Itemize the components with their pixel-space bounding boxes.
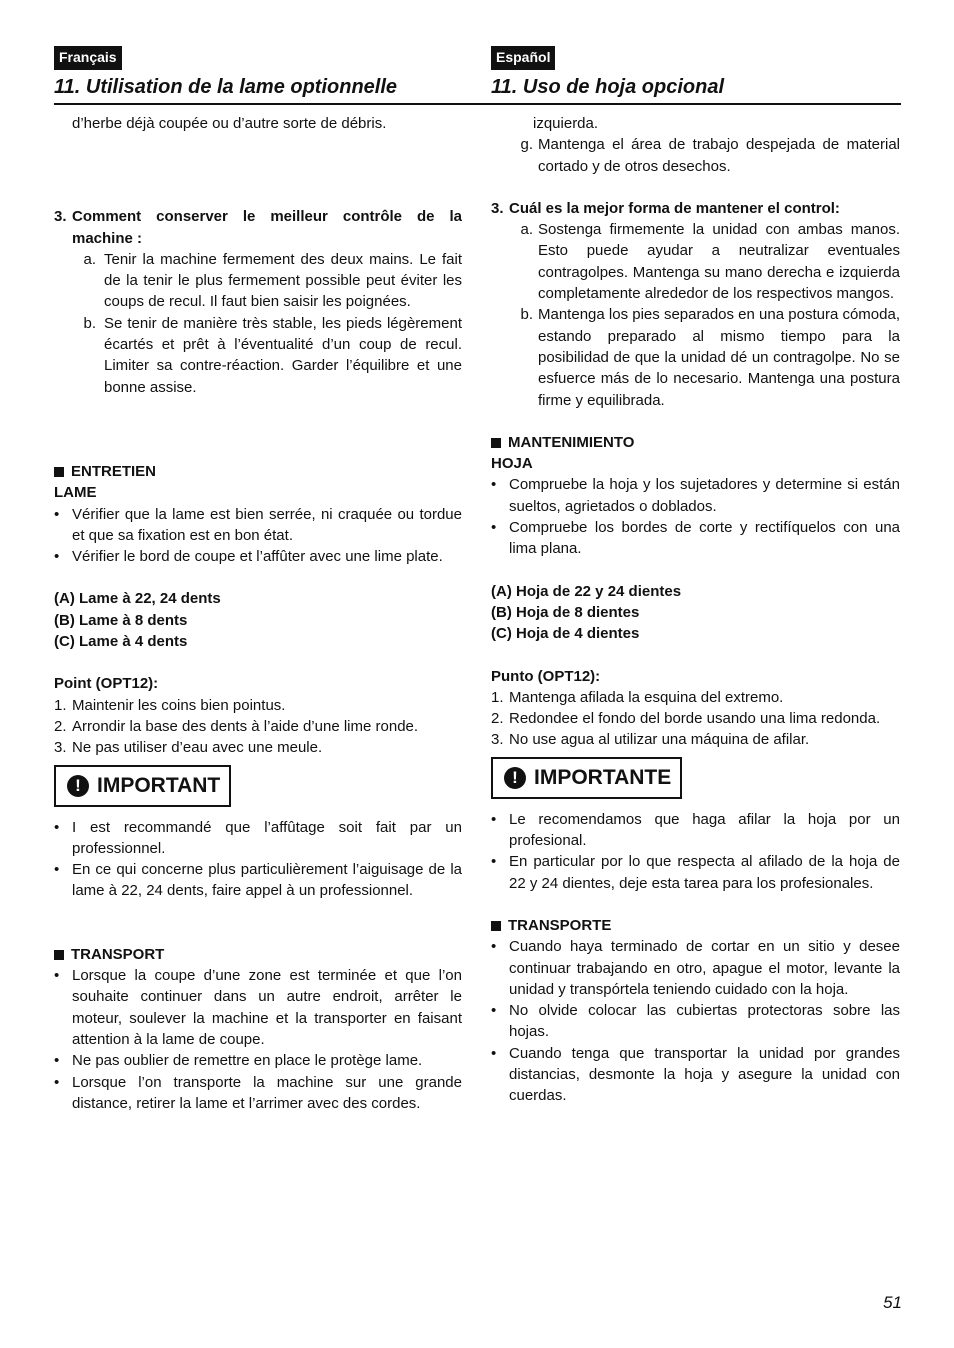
list-item: • Vérifier le bord de coupe et l’affûter avec une lime plate.	[54, 548, 443, 566]
blade-type-c: (C) Hoja de 4 dientes	[491, 625, 640, 643]
list-item: 1. Mantenga afilada la esquina del extremo.	[491, 688, 784, 706]
warning-icon: !	[504, 767, 526, 789]
list-item: • En ce qui concerne plus particulièrement l’aiguisage de la lame à 22, 24 dents, faire appel à un professionnel.	[54, 861, 462, 900]
item-3-heading: 3. Comment conserver le meilleur contrôle de la machine :	[54, 208, 462, 247]
section-title-spanish: 11. Uso de hoja opcional	[491, 76, 725, 98]
language-badge-french: Français	[54, 46, 122, 70]
list-item: • En particular por lo que respecta al afilado de la hoja de 22 y 24 dientes, deje esta tarea para los profesionales.	[491, 853, 900, 892]
blade-type-c: (C) Lame à 4 dents	[54, 633, 188, 651]
list-item: • No olvide colocar las cubiertas protectoras sobre las hojas.	[491, 1002, 900, 1041]
list-item: 3. Ne pas utiliser d’eau avec une meule.	[54, 739, 323, 757]
point-heading: Point (OPT12):	[54, 675, 159, 693]
list-item: • Le recomendamos que haga afilar la hoja por un profesional.	[491, 810, 900, 850]
important-box: ! IMPORTANT	[54, 765, 231, 807]
maintenance-heading: MANTENIMIENTO	[491, 432, 900, 453]
transport-heading: TRANSPORTE	[491, 915, 900, 936]
item-g: g. Mantenga el área de trabajo despejada de material cortado y de otros desechos.	[520, 136, 900, 175]
transport-heading: TRANSPORT	[54, 944, 462, 965]
blade-type-a: (A) Hoja de 22 y 24 dientes	[491, 582, 682, 600]
spanish-body	[491, 113, 900, 1107]
list-item: 2. Redondee el fondo del borde usando una lima redonda.	[491, 710, 881, 728]
french-body	[54, 113, 462, 1114]
item-3-heading: 3. Cuál es la mejor forma de mantener el control:	[491, 199, 840, 217]
square-bullet-icon	[54, 467, 64, 477]
list-item: • Ne pas oublier de remettre en place le protège lame.	[54, 1052, 423, 1070]
language-badge-spanish: Español	[491, 46, 555, 70]
blade-type-b: (B) Lame à 8 dents	[54, 611, 188, 629]
list-item: 3. No use agua al utilizar una máquina de afilar.	[491, 731, 810, 749]
list-item: • Cuando tenga que transportar la unidad por grandes distancias, desmonte la hoja y asegure la unidad con cuerdas.	[491, 1044, 900, 1105]
list-item: 1. Maintenir les coins bien pointus.	[54, 696, 286, 714]
left-column-header	[54, 46, 462, 99]
blade-heading: HOJA	[491, 455, 533, 473]
list-item: • Compruebe los bordes de corte y rectifíquelos con una lima plana.	[491, 519, 900, 558]
maintenance-heading: ENTRETIEN	[54, 461, 462, 482]
page-number: 51	[883, 1293, 902, 1312]
list-item: • Vérifier que la lame est bien serrée, ni craquée ou tordue et que sa fixation est en bon état.	[54, 505, 462, 544]
point-heading: Punto (OPT12):	[491, 667, 601, 685]
warning-icon: !	[67, 775, 89, 797]
list-item: 2. Arrondir la base des dents à l’aide d’une lime ronde.	[54, 717, 419, 735]
list-item: • Lorsque l’on transporte la machine sur une grande distance, retirer la lame et l’arrimer avec des cordes.	[54, 1073, 462, 1112]
list-item: • Compruebe la hoja y los sujetadores y determine si están sueltos, agrietados o doblados.	[491, 476, 900, 515]
continued-text: izquierda.	[533, 115, 599, 132]
right-column-header	[491, 46, 900, 99]
list-item: • Cuando haya terminado de cortar en un sitio y desee continuar trabajando en otro, apague el motor, levante la unidad y transpórtela teniendo cuidado con la hoja.	[491, 938, 900, 998]
list-item: • Lorsque la coupe d’une zone est terminée et que l’on souhaite continuer dans un autre endroit, arrêter le moteur, soulever la machine et la transporter en faisant attention à la lame de coupe.	[54, 967, 462, 1048]
blade-type-b: (B) Hoja de 8 dientes	[491, 603, 640, 621]
item-3b: b. Mantenga los pies separados en una postura cómoda, estando preparado al mismo tiempo para la posibilidad de que la unidad dé un contragolpe. No se esfuerce más de lo necesario. Mantenga una postura firme y equilibrada.	[520, 306, 900, 409]
item-3b: b. Se tenir de manière très stable, les pieds légèrement écartés et prêt à l’éventualité d’un coup de recul. Limiter sa contre-réaction. Garder l’équilibre et une bonne assise.	[83, 314, 462, 396]
item-3a: a. Tenir la machine fermement des deux mains. Le fait de la tenir le plus fermement possible peut éviter les coups de recul. Il faut bien saisir les poignées.	[83, 250, 462, 311]
square-bullet-icon	[491, 438, 501, 448]
header-rule	[54, 103, 901, 105]
square-bullet-icon	[491, 921, 501, 931]
square-bullet-icon	[54, 950, 64, 960]
list-item: • I est recommandé que l’affûtage soit fait par un professionnel.	[54, 818, 462, 857]
blade-type-a: (A) Lame à 22, 24 dents	[54, 590, 221, 608]
blade-heading: LAME	[54, 484, 97, 502]
continued-text: d’herbe déjà coupée ou d’autre sorte de débris.	[72, 115, 387, 132]
item-3a: a. Sostenga firmemente la unidad con ambas manos. Esto puede ayudar a neutralizar eventuales contragolpes. Mantenga su mano derecha e izquierda completamente alrededor de los respectivos mangos.	[520, 221, 900, 303]
important-box: ! IMPORTANTE	[491, 757, 682, 799]
section-title-french: 11. Utilisation de la lame optionnelle	[54, 76, 398, 98]
